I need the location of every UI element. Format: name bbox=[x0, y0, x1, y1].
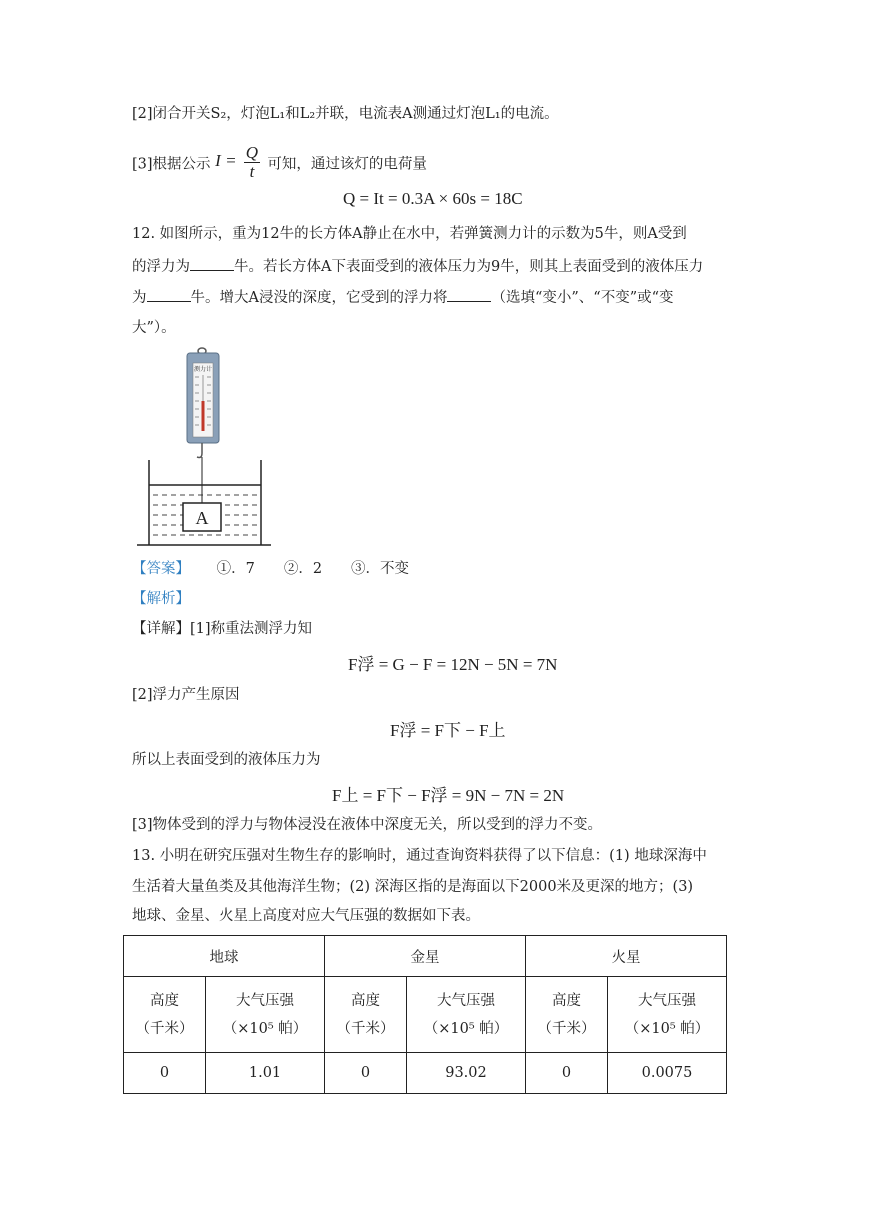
table-header-earth: 地球 bbox=[124, 936, 325, 977]
answer-blank[interactable] bbox=[190, 256, 234, 271]
table-cell: 0 bbox=[124, 1053, 206, 1094]
analysis-label: 【解析】 bbox=[132, 591, 190, 607]
table-subheader-cell: 高度 （千米） bbox=[124, 977, 206, 1053]
text-line-formula bbox=[132, 143, 427, 183]
table-cell: 93.02 bbox=[407, 1053, 526, 1094]
question-12-line: 大”）。 bbox=[132, 320, 176, 336]
table-subheader-cell: 大气压强 （×10⁵ 帕） bbox=[206, 977, 325, 1053]
table-header-mars: 火星 bbox=[525, 936, 726, 977]
buoyancy-formula-2: F浮 = F下 − F上 bbox=[390, 721, 506, 740]
scale-label: 测力计 bbox=[193, 366, 213, 373]
pressure-data-table bbox=[123, 935, 727, 1094]
table-subheader-row bbox=[124, 977, 727, 1053]
text-span: 牛。若长方体A下表面受到的液体压力为9牛，则其上表面受到的液体压力 bbox=[234, 259, 704, 275]
text-span: [3]根据公示 bbox=[132, 156, 211, 173]
fraction-denominator: t bbox=[249, 162, 255, 181]
text-span: 的浮力为 bbox=[132, 259, 190, 275]
table-subheader-cell: 大气压强 （×10⁵ 帕） bbox=[407, 977, 526, 1053]
text-span: 可知，通过该灯的电荷量 bbox=[267, 156, 427, 173]
scale-hook bbox=[197, 443, 202, 458]
answer-label: 【答案】 bbox=[132, 561, 190, 577]
buoyancy-formula-1: F浮 = G − F = 12N − 5N = 7N bbox=[348, 655, 558, 674]
current-formula bbox=[215, 143, 267, 181]
answer-line bbox=[132, 559, 409, 579]
text-line: [2]闭合开关S₂，灯泡L₁和L₂并联，电流表A测通过灯泡L₁的电流。 bbox=[132, 106, 559, 122]
question-13-line: 13. 小明在研究压强对生物生存的影响时，通过查询资料获得了以下信息：(1) 地球深海中 bbox=[132, 848, 707, 864]
question-12-line: 12. 如图所示，重为12牛的长方体A静止在水中，若弹簧测力计的示数为5牛，则A受到 bbox=[132, 226, 687, 242]
charge-formula: Q = It = 0.3A × 60s = 18C bbox=[343, 189, 523, 208]
table-cell: 0 bbox=[324, 1053, 406, 1094]
table-cell: 0 bbox=[525, 1053, 607, 1094]
answer-values: ①．7 ②．2 ③．不变 bbox=[216, 561, 410, 577]
fraction-numerator: Q bbox=[245, 143, 259, 162]
spring-scale-figure bbox=[135, 345, 275, 550]
answer-blank[interactable] bbox=[147, 287, 191, 302]
table-cell: 1.01 bbox=[206, 1053, 325, 1094]
detail-line: [3]物体受到的浮力与物体浸没在液体中深度无关，所以受到的浮力不变。 bbox=[132, 817, 603, 833]
question-13-line: 生活着大量鱼类及其他海洋生物；(2) 深海区指的是海面以下2000米及更深的地方；(3) bbox=[132, 879, 694, 895]
table-subheader-cell: 高度 （千米） bbox=[525, 977, 607, 1053]
detail-line: [2]浮力产生原因 bbox=[132, 687, 240, 703]
fraction bbox=[244, 144, 260, 181]
scale-indicator bbox=[202, 401, 205, 431]
detail-line: 【详解】[1]称重法测浮力知 bbox=[132, 621, 313, 637]
question-12-line bbox=[132, 287, 674, 308]
detail-line: 所以上表面受到的液体压力为 bbox=[132, 752, 321, 768]
table-cell: 0.0075 bbox=[608, 1053, 727, 1094]
table-header-venus: 金星 bbox=[324, 936, 525, 977]
table-subheader-cell: 高度 （千米） bbox=[324, 977, 406, 1053]
text-span: （选填“变小”、“不变”或“变 bbox=[491, 290, 674, 306]
block-a-label: A bbox=[195, 508, 209, 528]
question-13-line: 地球、金星、火星上高度对应大气压强的数据如下表。 bbox=[132, 908, 480, 924]
text-span: 牛。增大A浸没的深度，它受到的浮力将 bbox=[190, 290, 448, 306]
table-header-row bbox=[124, 936, 727, 977]
table-row bbox=[124, 1053, 727, 1094]
formula-lhs: I = bbox=[215, 151, 237, 171]
spring-scale-diagram bbox=[135, 345, 275, 550]
answer-blank[interactable] bbox=[447, 287, 491, 302]
pressure-force-formula: F上 = F下 − F浮 = 9N − 7N = 2N bbox=[332, 786, 565, 805]
question-12-line bbox=[132, 256, 703, 277]
text-span: 为 bbox=[132, 290, 147, 306]
table-subheader-cell: 大气压强 （×10⁵ 帕） bbox=[608, 977, 727, 1053]
